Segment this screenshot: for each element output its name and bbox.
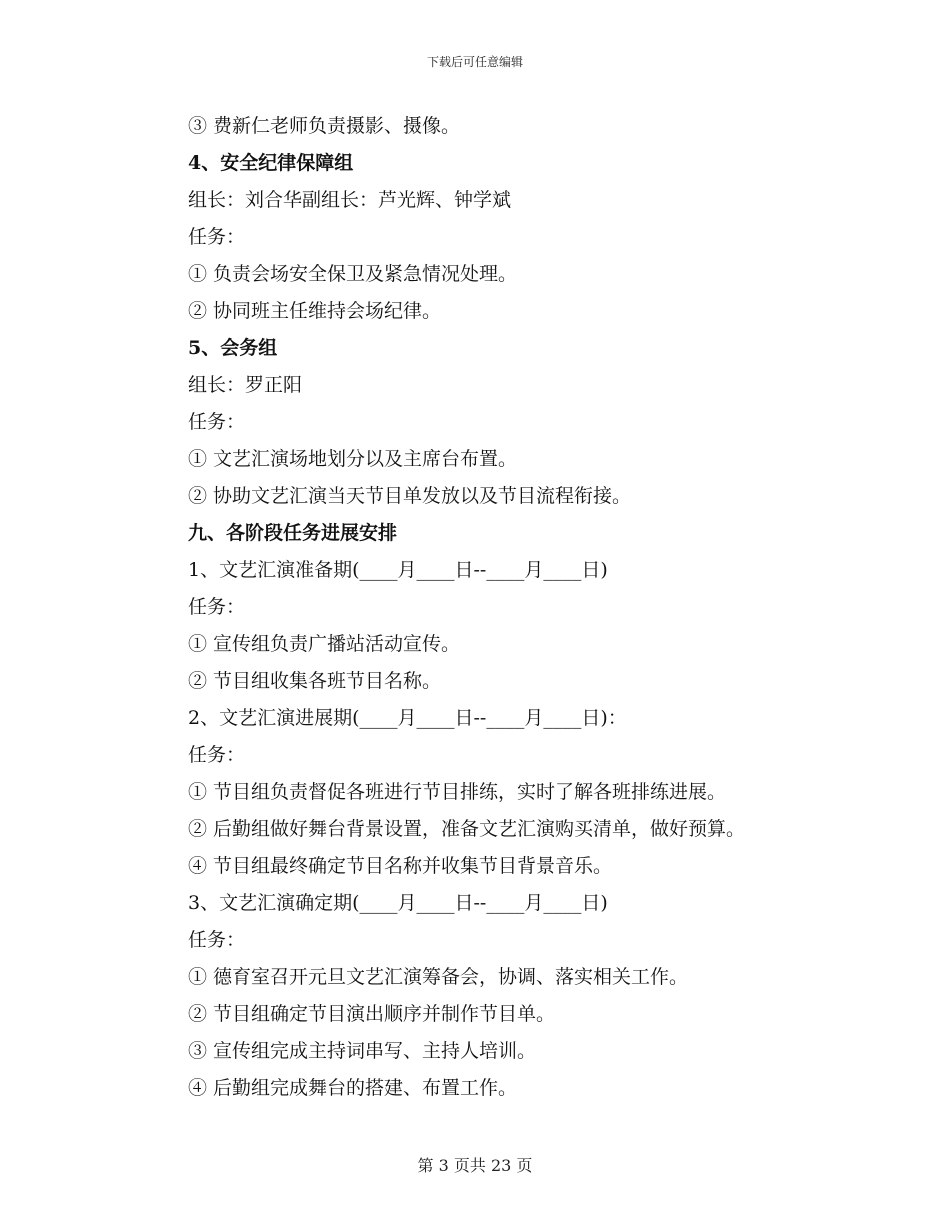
list-item: ② 节目组收集各班节目名称。	[188, 670, 442, 692]
section-heading: 5、会务组	[188, 337, 278, 359]
page-header: 下载后可任意编辑	[426, 55, 523, 69]
list-item: ② 协助文艺汇演当天节目单发放以及节目流程衔接。	[188, 485, 632, 507]
page-footer: 第 3 页共 23 页	[417, 1156, 533, 1175]
paragraph: 组长：罗正阳	[188, 374, 303, 396]
section-heading: 2、文艺汇演进展期(____月____日--____月____日)：	[188, 707, 627, 729]
list-item: ④ 后勤组完成舞台的搭建、布置工作。	[188, 1077, 518, 1099]
list-item: ① 宣传组负责广播站活动宣传。	[188, 633, 461, 655]
paragraph: 任务：	[188, 929, 246, 951]
paragraph: 任务：	[188, 596, 246, 618]
list-item: ④ 节目组最终确定节目名称并收集节目背景音乐。	[188, 855, 613, 877]
list-item: ③ 宣传组完成主持词串写、主持人培训。	[188, 1040, 537, 1062]
list-item: ① 节目组负责督促各班进行节目排练，实时了解各班排练进展。	[188, 781, 727, 803]
chapter-heading: 九、各阶段任务进展安排	[188, 522, 398, 544]
list-item: ③ 费新仁老师负责摄影、摄像。	[188, 115, 461, 137]
paragraph: 组长：刘合华副组长：芦光辉、钟学斌	[188, 189, 512, 211]
section-heading: 4、安全纪律保障组	[188, 152, 354, 174]
list-item: ② 协同班主任维持会场纪律。	[188, 300, 442, 322]
list-item: ② 后勤组做好舞台背景设置，准备文艺汇演购买清单，做好预算。	[188, 818, 746, 840]
list-item: ② 节目组确定节目演出顺序并制作节目单。	[188, 1003, 556, 1025]
list-item: ① 负责会场安全保卫及紧急情况处理。	[188, 263, 518, 285]
paragraph: 任务：	[188, 744, 246, 766]
paragraph: 任务：	[188, 226, 246, 248]
paragraph: 任务：	[188, 411, 246, 433]
section-heading: 1、文艺汇演准备期(____月____日--____月____日)	[188, 559, 608, 581]
list-item: ① 德育室召开元旦文艺汇演筹备会，协调、落实相关工作。	[188, 966, 689, 988]
section-heading: 3、文艺汇演确定期(____月____日--____月____日)	[188, 892, 608, 914]
list-item: ① 文艺汇演场地划分以及主席台布置。	[188, 448, 518, 470]
document-body	[188, 108, 888, 1107]
